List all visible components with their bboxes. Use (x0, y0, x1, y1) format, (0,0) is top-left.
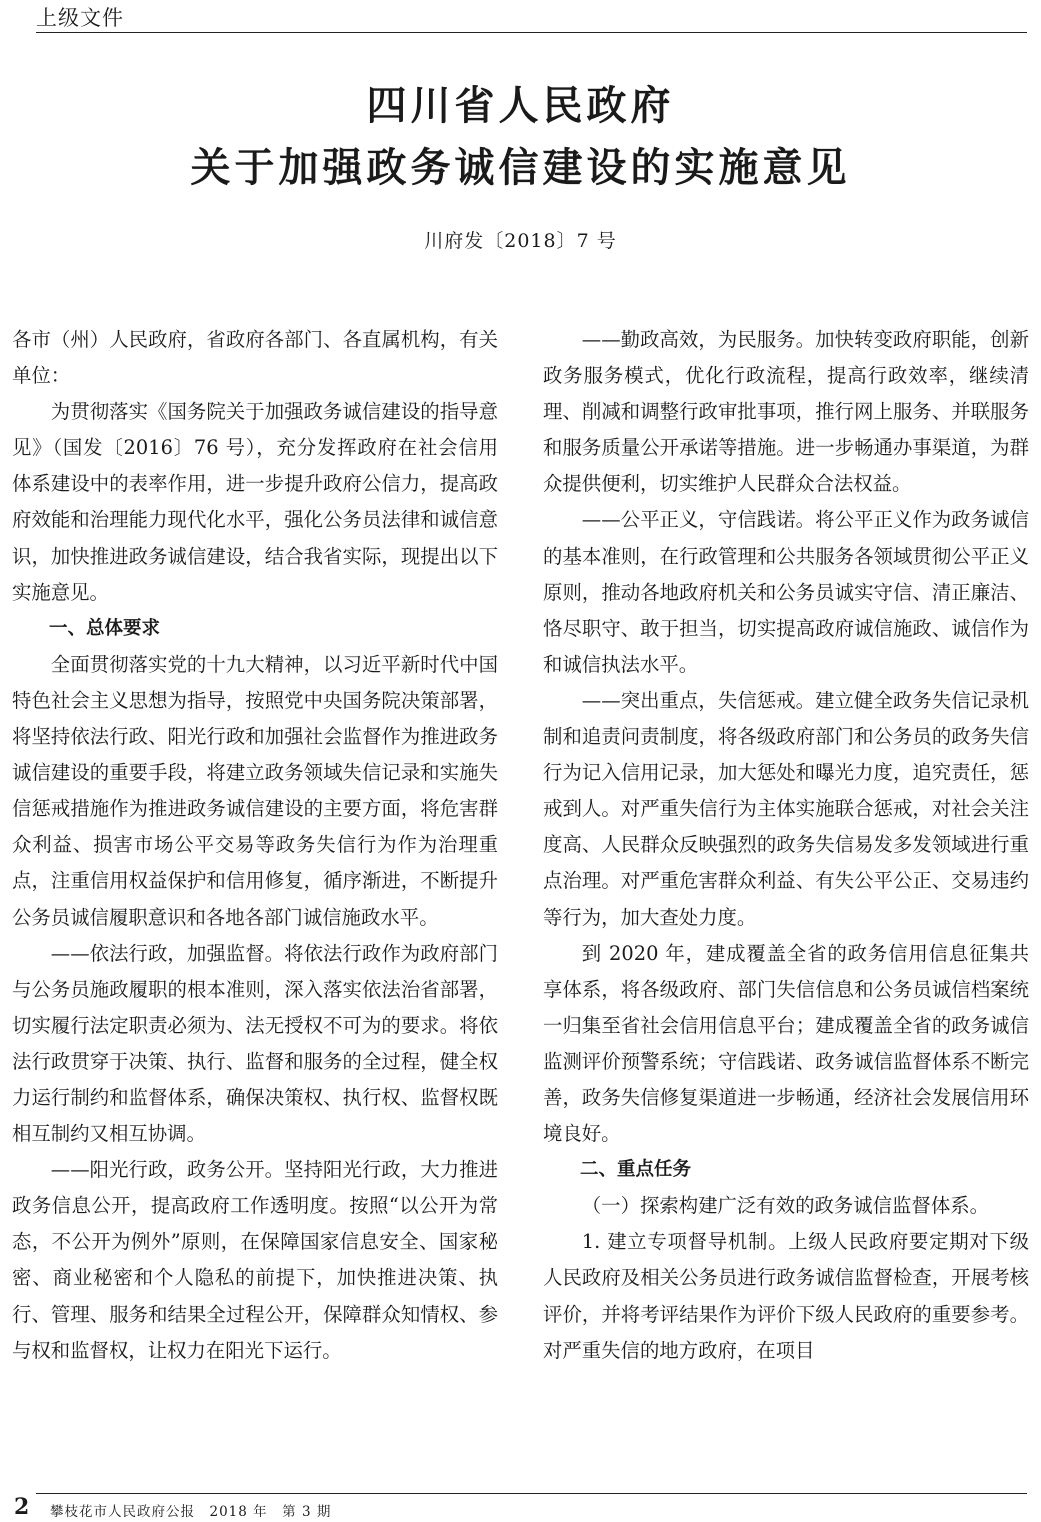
paragraph: ——勤政高效，为民服务。加快转变政府职能，创新政务服务模式，优化行政流程，提高行政效率，继续清理、削减和调整行政审批事项，推行网上服务、并联服务和服务质量公开承诺等措施。进一步畅通办事渠道，为群众提供便利，切实维护人民群众合法权益。 (543, 328, 1029, 496)
paragraph: 全面贯彻落实党的十九大精神，以习近平新时代中国特色社会主义思想为指导，按照党中央国务院决策部署，将坚持依法行政、阳光行政和加强社会监督作为推进政务诚信建设的重要手段，将建立政务领域失信记录和实施失信惩戒措施作为推进政务诚信建设的主要方面，将危害群众利益、损害市场公平交易等政务失信行为作为治理重点，注重信用权益保护和信用修复，循序渐进，不断提升公务员诚信履职意识和各地各部门诚信施政水平。 (12, 652, 498, 929)
salutation: 各市（州）人民政府，省政府各部门、各直属机构，有关单位： (12, 328, 498, 388)
subsection-heading: （一）探索构建广泛有效的政务诚信监督体系。 (581, 1194, 989, 1218)
paragraph: 到 2020 年，建成覆盖全省的政务信用信息征集共享体系，将各级政府、部门失信信息和公务员诚信档案统一归集至省社会信用信息平台；建成覆盖全省的政务诚信监测评价预警系统；守信践诺、政务诚信监督体系不断完善，政务失信修复渠道进一步畅通，经济社会发展信用环境良好。 (543, 941, 1029, 1146)
paragraph: ——依法行政，加强监督。将依法行政作为政府部门与公务员施政履职的根本准则，深入落实依法治省部署，切实履行法定职责必须为、法无授权不可为的要求。将依法行政贯穿于决策、执行、监督和服务的全过程，健全权力运行制约和监督体系，确保决策权、执行权、监督权既相互制约又相互协调。 (12, 941, 498, 1146)
right-column (543, 322, 1029, 1369)
document-title-line2: 关于加强政务诚信建设的实施意见 (190, 145, 851, 191)
footer-divider (36, 1493, 1027, 1494)
document-number: 川府发〔2018〕7 号 (424, 230, 617, 252)
publication-info: 攀枝花市人民政府公报 2018 年 第 3 期 (50, 1504, 332, 1520)
left-column (12, 322, 498, 1369)
section-heading: 一、总体要求 (49, 617, 161, 639)
paragraph: ——公平正义，守信践诺。将公平正义作为政务诚信的基本准则，在行政管理和公共服务各领域贯彻公平正义原则，推动各地政府机关和公务员诚实守信、清正廉洁、恪尽职守、敢于担当，切实提高政府诚信施政、诚信作为和诚信执法水平。 (543, 508, 1029, 676)
paragraph: ——突出重点，失信惩戒。建立健全政务失信记录机制和追责问责制度，将各级政府部门和公务员的政务失信行为记入信用记录，加大惩处和曝光力度，追究责任，惩戒到人。对严重失信行为主体实施联合惩戒，对社会关注度高、人民群众反映强烈的政务失信易发多发领域进行重点治理。对严重危害群众利益、有失公平公正、交易违约等行为，加大查处力度。 (543, 688, 1029, 929)
paragraph: ——阳光行政，政务公开。坚持阳光行政，大力推进政务信息公开，提高政府工作透明度。按照“以公开为常态，不公开为例外”原则，在保障国家信息安全、国家秘密、商业秘密和个人隐私的前提下，加快推进决策、执行、管理、服务和结果全过程公开，保障群众知情权、参与权和监督权，让权力在阳光下运行。 (12, 1158, 498, 1362)
section-heading: 二、重点任务 (580, 1159, 692, 1181)
section-label: 上级文件 (36, 6, 124, 30)
header-divider (36, 32, 1027, 33)
paragraph: 为贯彻落实《国务院关于加强政务诚信建设的指导意见》（国发〔2016〕76 号），充分发挥政府在社会信用体系建设中的表率作用，进一步提升政府公信力，提高政府效能和治理能力现代化水平，强化公务员法律和诚信意识，加快推进政务诚信建设，结合我省实际，现提出以下实施意见。 (12, 400, 498, 604)
page-number: 2 (14, 1494, 30, 1520)
document-title-line1: 四川省人民政府 (366, 83, 675, 129)
paragraph: 1. 建立专项督导机制。上级人民政府要定期对下级人民政府及相关公务员进行政务诚信监督检查，开展考核评价，并将考评结果作为评价下级人民政府的重要参考。对严重失信的地方政府，在项目 (543, 1230, 1029, 1362)
